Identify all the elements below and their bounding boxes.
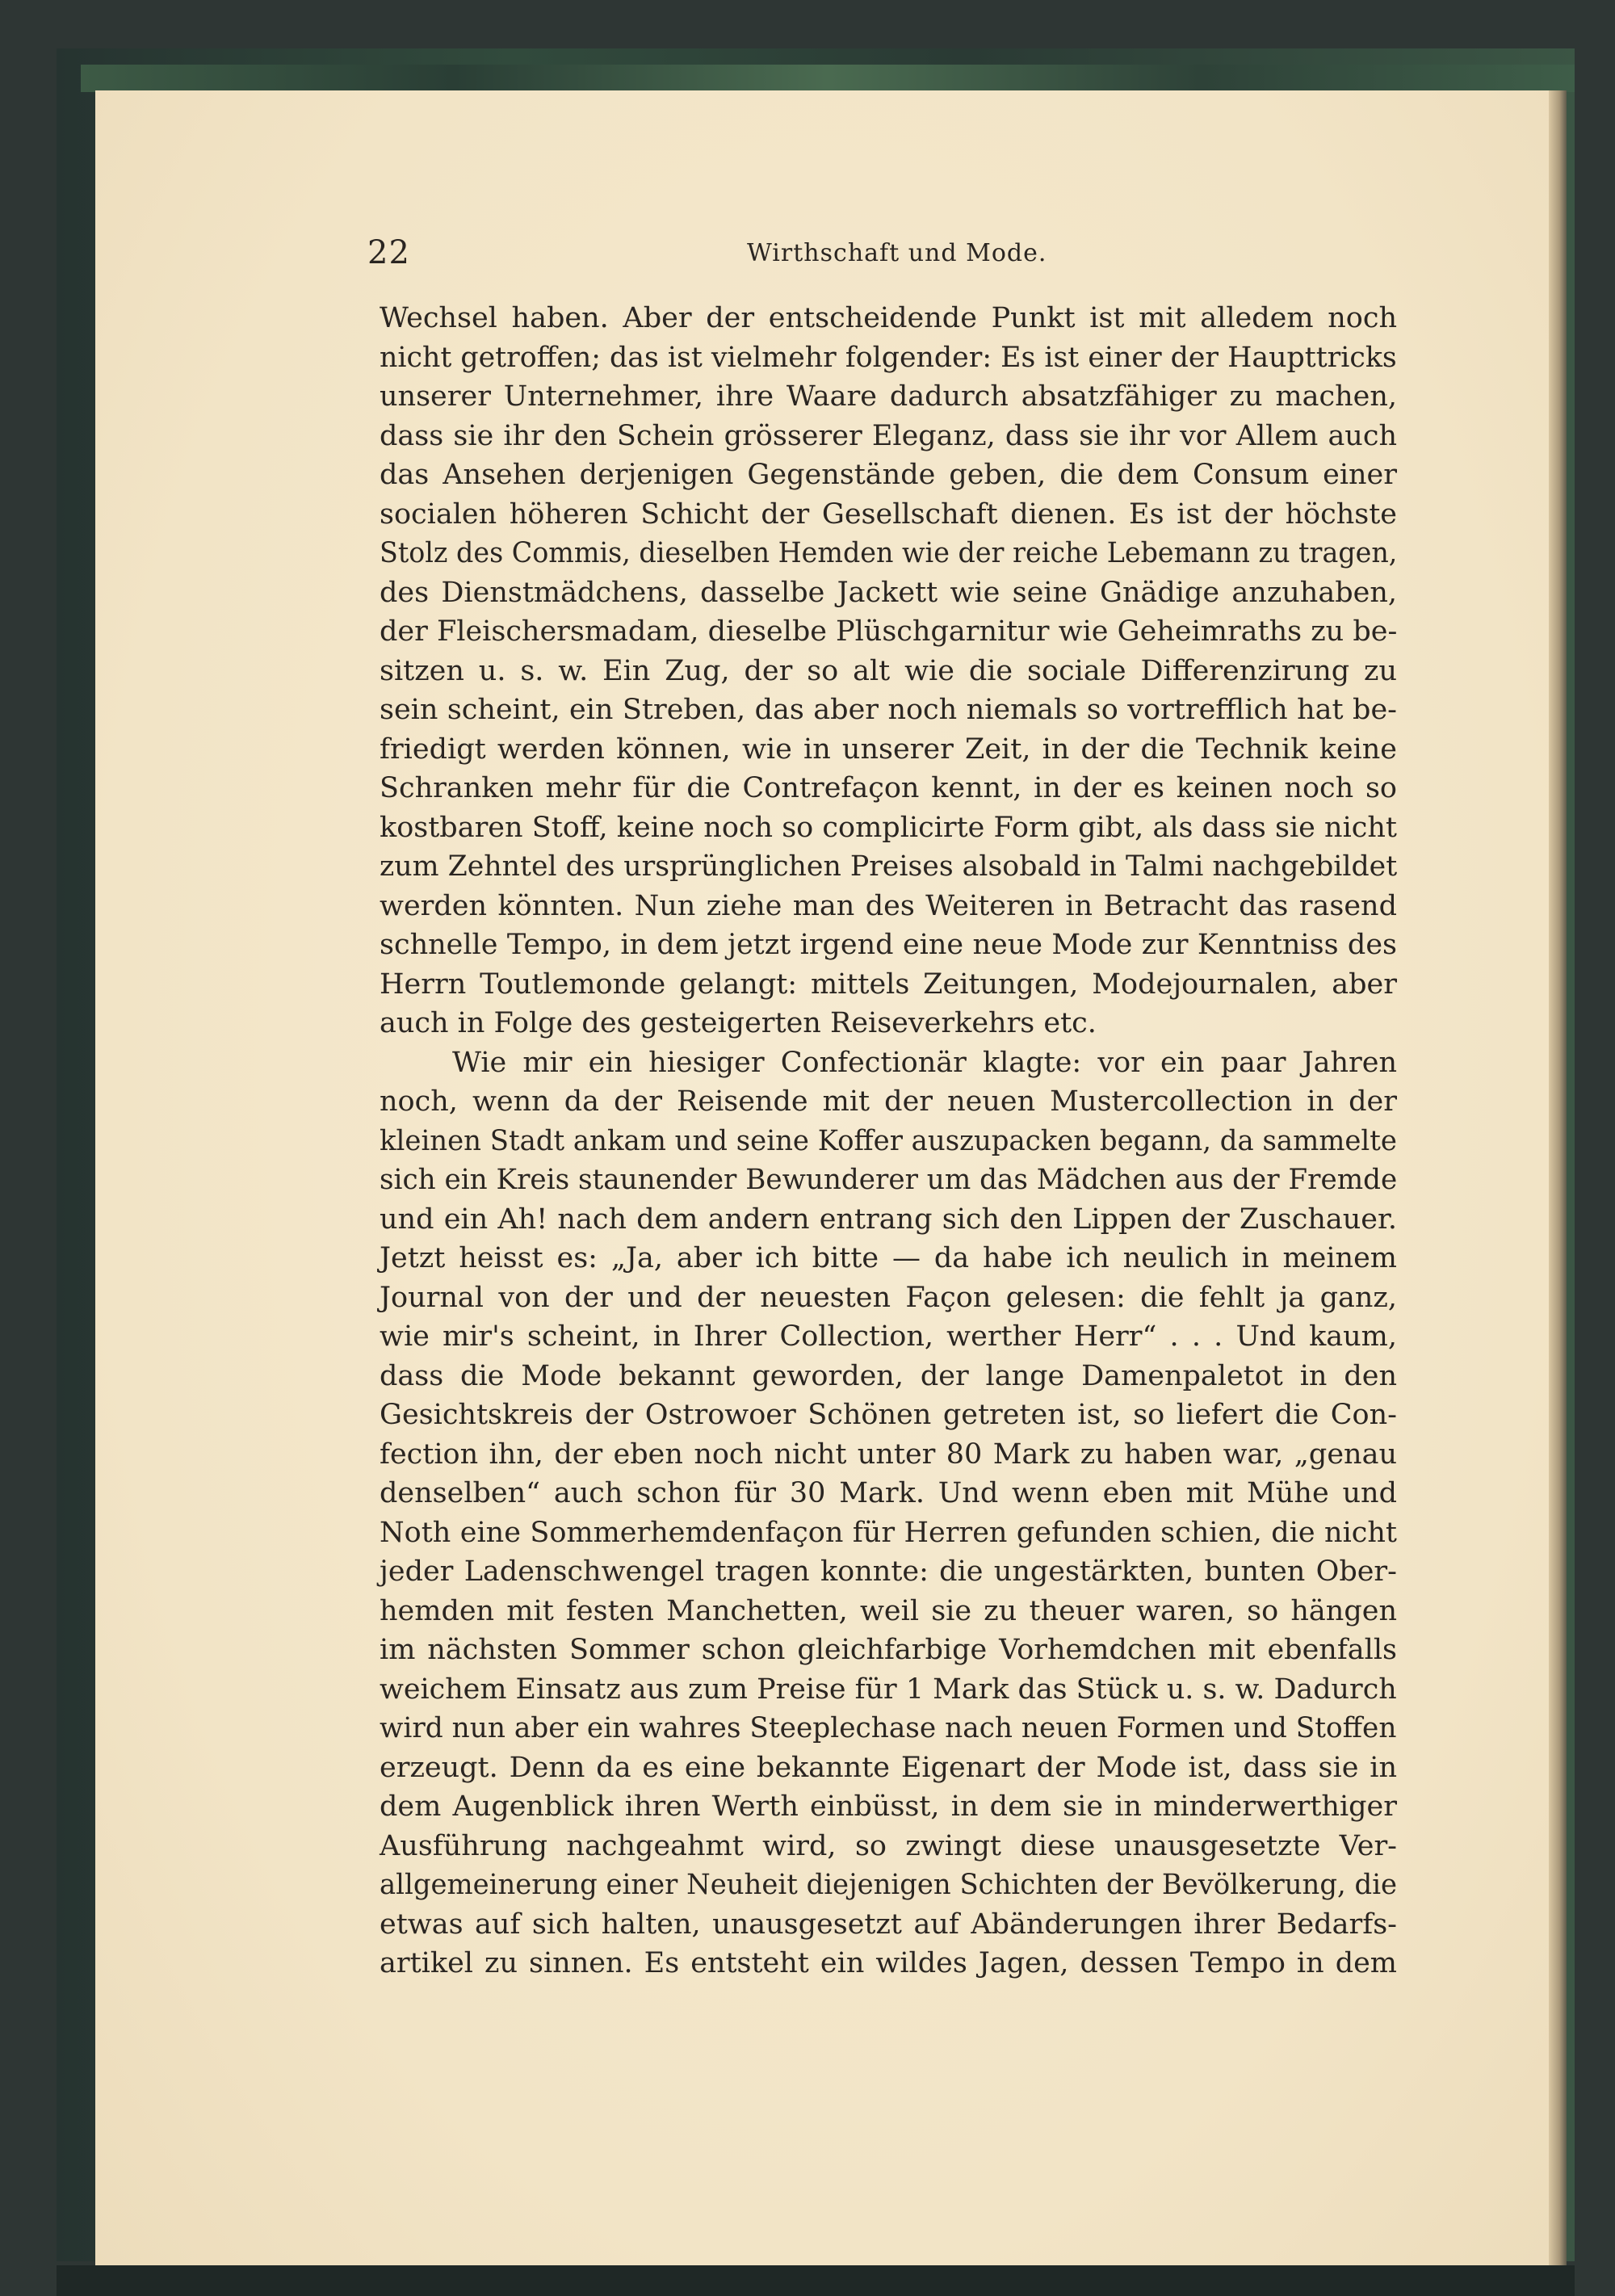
page-number: 22 bbox=[367, 234, 410, 271]
cover-marbled-strip bbox=[81, 65, 1575, 92]
text-line: Noth eine Sommerhemdenfaçon für Herren gefunden schien, die nicht bbox=[380, 1516, 1397, 1549]
text-line: Gesichtskreis der Ostrowoer Schönen getreten ist, so liefert die Con- bbox=[380, 1399, 1397, 1431]
cover-bottom-edge bbox=[57, 2265, 1575, 2296]
text-line: kostbaren Stoff, keine noch so complicirte Form gibt, als dass sie nicht bbox=[380, 811, 1397, 844]
text-line: fection ihn, der eben noch nicht unter 80 Mark zu haben war, „genau bbox=[380, 1438, 1397, 1471]
text-line: das Ansehen derjenigen Gegenstände geben, die dem Consum einer bbox=[380, 459, 1397, 491]
text-line: werden könnten. Nun ziehe man des Weiteren in Betracht das rasend bbox=[380, 889, 1397, 922]
text-line: allgemeinerung einer Neuheit diejenigen Schichten der Bevölkerung, die bbox=[380, 1869, 1398, 1901]
text-line: Herrn Toutlemonde gelangt: mittels Zeitungen, Modejournalen, aber bbox=[380, 968, 1397, 1001]
paragraph-first-line: Wie mir ein hiesiger Confectionär klagte: vor ein paar Jahren bbox=[452, 1046, 1397, 1079]
text-line: zum Zehntel des ursprünglichen Preises alsobald in Talmi nachgebildet bbox=[380, 850, 1398, 883]
text-line: Schranken mehr für die Contrefaçon kennt, in der es keinen noch so bbox=[380, 772, 1397, 804]
text-line: des Dienstmädchens, dasselbe Jackett wie seine Gnädige anzuhaben, bbox=[380, 576, 1397, 609]
text-line: Jetzt heisst es: „Ja, aber ich bitte — da habe ich neulich in meinem bbox=[380, 1242, 1397, 1274]
text-line: weichem Einsatz aus zum Preise für 1 Mark das Stück u. s. w. Dadurch bbox=[380, 1673, 1397, 1706]
body-text bbox=[380, 299, 1397, 1983]
text-line: schnelle Tempo, in dem jetzt irgend eine neue Mode zur Kenntniss des bbox=[380, 929, 1397, 961]
text-line: jeder Ladenschwengel tragen konnte: die ungestärkten, bunten Ober- bbox=[380, 1555, 1397, 1588]
text-line: Stolz des Commis, dieselben Hemden wie der reiche Lebemann zu tragen, bbox=[380, 537, 1398, 569]
text-line: hemden mit festen Manchetten, weil sie zu theuer waren, so hängen bbox=[380, 1594, 1397, 1627]
text-line: sich ein Kreis staunender Bewunderer um das Mädchen aus der Fremde bbox=[380, 1164, 1398, 1196]
page-edge bbox=[1549, 90, 1567, 2271]
text-line: sitzen u. s. w. Ein Zug, der so alt wie die sociale Differenzirung zu bbox=[380, 654, 1397, 687]
text-line: wie mir's scheint, in Ihrer Collection, werther Herr“ . . . Und kaum, bbox=[380, 1320, 1397, 1353]
text-line: denselben“ auch schon für 30 Mark. Und wenn eben mit Mühe und bbox=[380, 1477, 1397, 1509]
text-line: socialen höheren Schicht der Gesellschaft dienen. Es ist der höchste bbox=[380, 497, 1397, 531]
text-line: friedigt werden können, wie in unserer Zeit, in der die Technik keine bbox=[380, 732, 1397, 766]
text-line: kleinen Stadt ankam und seine Koffer auszupacken begann, da sammelte bbox=[380, 1124, 1397, 1157]
text-line: auch in Folge des gesteigerten Reiseverkehrs etc. bbox=[380, 1007, 1097, 1039]
text-line: dem Augenblick ihren Werth einbüsst, in dem sie in minderwerthiger bbox=[380, 1790, 1397, 1823]
text-line: wird nun aber ein wahres Steeplechase nach neuen Formen und Stoffen bbox=[380, 1712, 1397, 1744]
text-line: etwas auf sich halten, unausgesetzt auf Abänderungen ihrer Bedarfs- bbox=[380, 1908, 1397, 1941]
text-line: unserer Unternehmer, ihre Waare dadurch absatzfähiger zu machen, bbox=[380, 380, 1397, 413]
text-line: Ausführung nachgeahmt wird, so zwingt diese unausgesetzte Ver- bbox=[380, 1829, 1397, 1862]
text-line: dass sie ihr den Schein grösserer Eleganz, dass sie ihr vor Allem auch bbox=[380, 419, 1397, 452]
text-line: noch, wenn da der Reisende mit der neuen Mustercollection in der bbox=[380, 1085, 1397, 1118]
text-line: Journal von der und der neuesten Façon gelesen: die fehlt ja ganz, bbox=[380, 1281, 1397, 1314]
text-line: und ein Ah! nach dem andern entrang sich den Lippen der Zuschauer. bbox=[380, 1203, 1397, 1236]
text-line: nicht getroffen; das ist vielmehr folgender: Es ist einer der Haupttricks bbox=[380, 341, 1397, 374]
running-header: Wirthschaft und Mode. bbox=[747, 239, 1047, 267]
text-line: erzeugt. Denn da es eine bekannte Eigenart der Mode ist, dass sie in bbox=[380, 1751, 1397, 1784]
text-line: dass die Mode bekannt geworden, der lange Damenpaletot in den bbox=[380, 1359, 1397, 1392]
text-line: Wechsel haben. Aber der entscheidende Punkt ist mit alledem noch bbox=[380, 302, 1397, 334]
text-line: im nächsten Sommer schon gleichfarbige Vorhemdchen mit ebenfalls bbox=[380, 1634, 1397, 1666]
text-line: artikel zu sinnen. Es entsteht ein wildes Jagen, dessen Tempo in dem bbox=[380, 1947, 1397, 1979]
text-line: der Fleischersmadam, dieselbe Plüschgarnitur wie Geheimraths zu be- bbox=[380, 615, 1398, 648]
text-line: sein scheint, ein Streben, das aber noch niemals so vortrefflich hat be- bbox=[380, 694, 1397, 726]
